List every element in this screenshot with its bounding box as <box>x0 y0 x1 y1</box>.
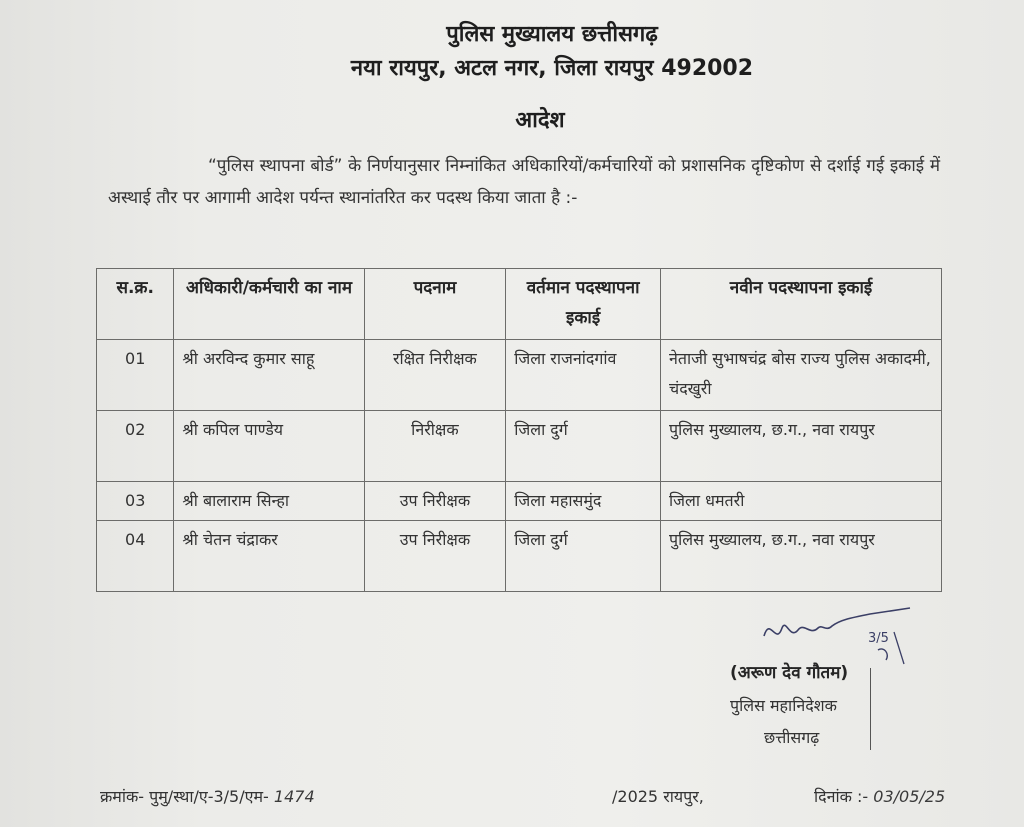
signatory-name: (अरूण देव गौतम) <box>730 663 849 683</box>
cell-name: श्री चेतन चंद्राकर <box>174 521 364 592</box>
table-row <box>97 482 942 521</box>
signature-rule <box>870 668 871 750</box>
cell-current-posting: जिला दुर्ग <box>506 521 661 592</box>
signature-date: 3/5 <box>868 631 889 646</box>
cell-designation: निरीक्षक <box>364 411 506 482</box>
header-new-posting: नवीन पदस्थापना इकाई <box>661 269 942 340</box>
reference-number <box>100 785 315 807</box>
reference-prefix: क्रमांक- पुमु/स्था/ए-3/5/एम- <box>100 787 269 806</box>
signatory-designation: पुलिस महानिदेशक <box>730 696 837 715</box>
cell-name: श्री अरविन्द कुमार साहू <box>174 340 364 411</box>
cell-new-posting: पुलिस मुख्यालय, छ.ग., नवा रायपुर <box>661 521 942 592</box>
cell-serial: 02 <box>97 411 174 482</box>
org-heading: पुलिस मुख्यालय छत्तीसगढ़ <box>446 22 658 47</box>
cell-current-posting: जिला राजनांदगांव <box>506 340 661 411</box>
cell-serial: 04 <box>97 521 174 592</box>
header-current-posting: वर्तमान पदस्थापना इकाई <box>506 269 661 340</box>
order-date <box>814 785 945 807</box>
cell-new-posting: नेताजी सुभाषचंद्र बोस राज्य पुलिस अकादमी, चंदखुरी <box>661 340 942 411</box>
year-place: /2025 रायपुर, <box>612 787 704 806</box>
cell-serial: 03 <box>97 482 174 521</box>
signature-scribble <box>760 606 920 666</box>
header-name: अधिकारी/कर्मचारी का नाम <box>174 269 364 340</box>
header-designation: पदनाम <box>364 269 506 340</box>
reference-handwritten-number: 1474 <box>273 787 315 806</box>
header-serial: स.क्र. <box>97 269 174 340</box>
table-row <box>97 411 942 482</box>
cell-new-posting: जिला धमतरी <box>661 482 942 521</box>
intro-paragraph: “पुलिस स्थापना बोर्ड” के निर्णयानुसार निम्नांकित अधिकारियों/कर्मचारियों को प्रशासनिक दृष्टिकोण से दर्शाई गई इकाई में अस्थाई तौर पर आगामी आदेश पर्यन्त स्थानांतरित कर पदस्थ किया जाता है :- <box>108 156 940 208</box>
signatory-place: छत्तीसगढ़ <box>764 728 820 747</box>
date-handwritten: 03/05/25 <box>873 787 946 806</box>
cell-current-posting: जिला महासमुंद <box>506 482 661 521</box>
table-row <box>97 340 942 411</box>
order-title: आदेश <box>515 108 565 133</box>
cell-designation: उप निरीक्षक <box>364 482 506 521</box>
cell-serial: 01 <box>97 340 174 411</box>
org-address: नया रायपुर, अटल नगर, जिला रायपुर 492002 <box>350 56 754 81</box>
cell-designation: उप निरीक्षक <box>364 521 506 592</box>
table-header-row <box>97 269 942 340</box>
cell-current-posting: जिला दुर्ग <box>506 411 661 482</box>
cell-name: श्री बालाराम सिन्हा <box>174 482 364 521</box>
date-label: दिनांक :- <box>814 787 869 806</box>
transfer-table <box>96 268 942 592</box>
cell-name: श्री कपिल पाण्डेय <box>174 411 364 482</box>
table-row <box>97 521 942 592</box>
cell-designation: रक्षित निरीक्षक <box>364 340 506 411</box>
cell-new-posting: पुलिस मुख्यालय, छ.ग., नवा रायपुर <box>661 411 942 482</box>
